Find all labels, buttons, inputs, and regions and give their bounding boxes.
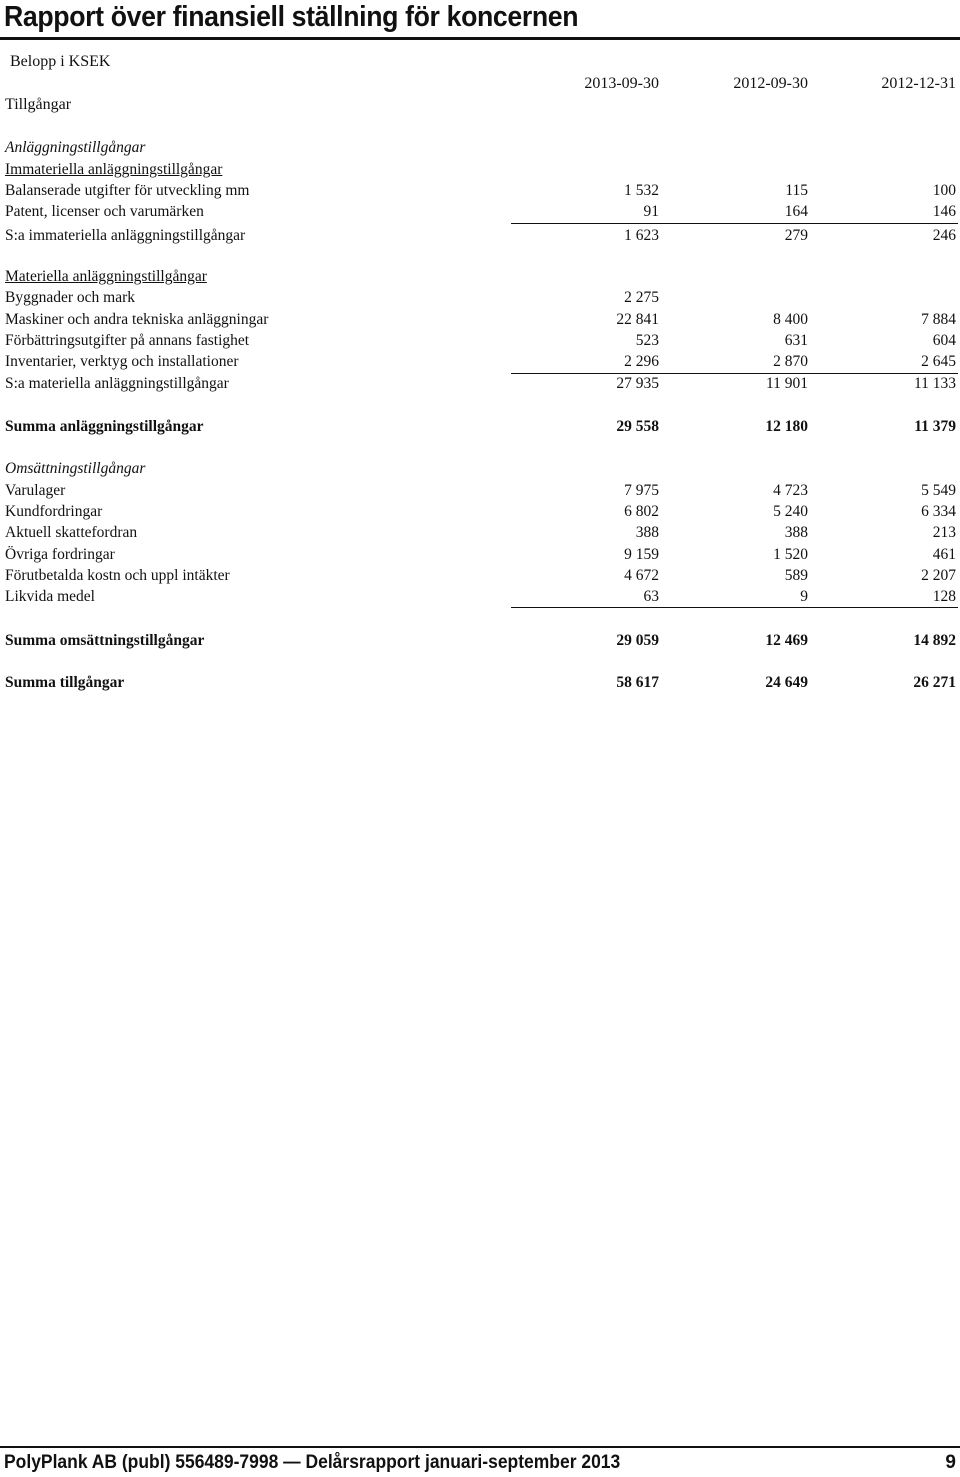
cell-value: 63	[643, 588, 659, 605]
cell-value: 24 649	[765, 674, 808, 691]
cell-value: 11 133	[913, 375, 956, 392]
cell-value: 388	[635, 524, 659, 541]
section-fixed-assets: Anläggningstillgångar	[5, 139, 146, 156]
cell-value: 91	[643, 203, 659, 220]
cell-value: 7 884	[921, 311, 956, 328]
cell-value: 26 271	[913, 674, 956, 691]
row-label: Förutbetalda kostn och uppl intäkter	[5, 567, 230, 584]
row-label: Summa omsättningstillgångar	[5, 632, 205, 649]
cell-value: 2 207	[921, 567, 956, 584]
cell-value: 4 723	[773, 482, 808, 499]
cell-value: 2 296	[624, 353, 659, 370]
cell-value: 2 870	[773, 353, 808, 370]
subtotal-rule	[511, 607, 958, 608]
section-current-assets: Omsättningstillgångar	[5, 460, 146, 477]
cell-value: 164	[784, 203, 808, 220]
cell-value: 11 901	[765, 375, 808, 392]
cell-value: 29 558	[616, 418, 659, 435]
row-label: Summa tillgångar	[5, 674, 125, 691]
assets-heading: Tillgångar	[5, 96, 72, 113]
cell-value: 6 334	[921, 503, 956, 520]
unit-label: Belopp i KSEK	[10, 53, 111, 70]
row-label: Summa anläggningstillgångar	[5, 418, 204, 435]
cell-value: 12 180	[765, 418, 808, 435]
cell-value: 100	[932, 182, 956, 199]
row-label: Övriga fordringar	[5, 546, 115, 563]
cell-value: 146	[932, 203, 956, 220]
cell-value: 27 935	[616, 375, 659, 392]
cell-value: 1 532	[624, 182, 659, 199]
cell-value: 7 975	[624, 482, 659, 499]
row-label: Kundfordringar	[5, 503, 103, 520]
row-label: Likvida medel	[5, 588, 95, 605]
cell-value: 9	[800, 588, 808, 605]
cell-value: 29 059	[616, 632, 659, 649]
cell-value: 12 469	[765, 632, 808, 649]
cell-value: 5 549	[921, 482, 956, 499]
row-label: S:a immateriella anläggningstillgångar	[5, 227, 246, 244]
cell-value: 5 240	[773, 503, 808, 520]
cell-value: 2 275	[624, 289, 659, 306]
title-divider	[0, 37, 960, 40]
column-header-2012-09-30: 2012-09-30	[733, 75, 808, 92]
cell-value: 14 892	[913, 632, 956, 649]
cell-value: 8 400	[773, 311, 808, 328]
cell-value: 246	[932, 227, 956, 244]
footer-divider	[0, 1446, 960, 1448]
row-label: Inventarier, verktyg och installationer	[5, 353, 239, 370]
row-label: Varulager	[5, 482, 66, 499]
cell-value: 9 159	[624, 546, 659, 563]
cell-value: 461	[932, 546, 956, 563]
row-label: Aktuell skattefordran	[5, 524, 138, 541]
cell-value: 388	[784, 524, 808, 541]
cell-value: 1 623	[624, 227, 659, 244]
row-label: Patent, licenser och varumärken	[5, 203, 204, 220]
row-label: Maskiner och andra tekniska anläggningar	[5, 311, 269, 328]
subtotal-rule	[511, 373, 958, 374]
cell-value: 631	[784, 332, 808, 349]
cell-value: 279	[784, 227, 808, 244]
cell-value: 6 802	[624, 503, 659, 520]
cell-value: 22 841	[616, 311, 659, 328]
cell-value: 589	[784, 567, 808, 584]
footer-text: PolyPlank AB (publ) 556489-7998 — Delårsrapport januari-september 2013	[4, 1452, 621, 1473]
cell-value: 523	[635, 332, 659, 349]
row-label: Balanserade utgifter för utveckling mm	[5, 182, 250, 199]
cell-value: 128	[932, 588, 956, 605]
subtotal-rule	[511, 223, 958, 224]
cell-value: 604	[932, 332, 956, 349]
cell-value: 1 520	[773, 546, 808, 563]
row-label: Förbättringsutgifter på annans fastighet	[5, 332, 250, 349]
cell-value: 115	[785, 182, 808, 199]
section-tangible: Materiella anläggningstillgångar	[5, 268, 207, 285]
column-header-2012-12-31: 2012-12-31	[881, 75, 956, 92]
page-number: 9	[945, 1452, 956, 1473]
page-title: Rapport över finansiell ställning för koncernen	[4, 1, 579, 33]
cell-value: 2 645	[921, 353, 956, 370]
cell-value: 4 672	[624, 567, 659, 584]
page-footer	[4, 1451, 956, 1477]
cell-value: 11 379	[914, 418, 956, 435]
column-header-2013-09-30: 2013-09-30	[584, 75, 659, 92]
cell-value: 58 617	[616, 674, 659, 691]
row-label: Byggnader och mark	[5, 289, 135, 306]
cell-value: 213	[932, 524, 956, 541]
row-label: S:a materiella anläggningstillgångar	[5, 375, 229, 392]
section-intangible: Immateriella anläggningstillgångar	[5, 161, 223, 178]
